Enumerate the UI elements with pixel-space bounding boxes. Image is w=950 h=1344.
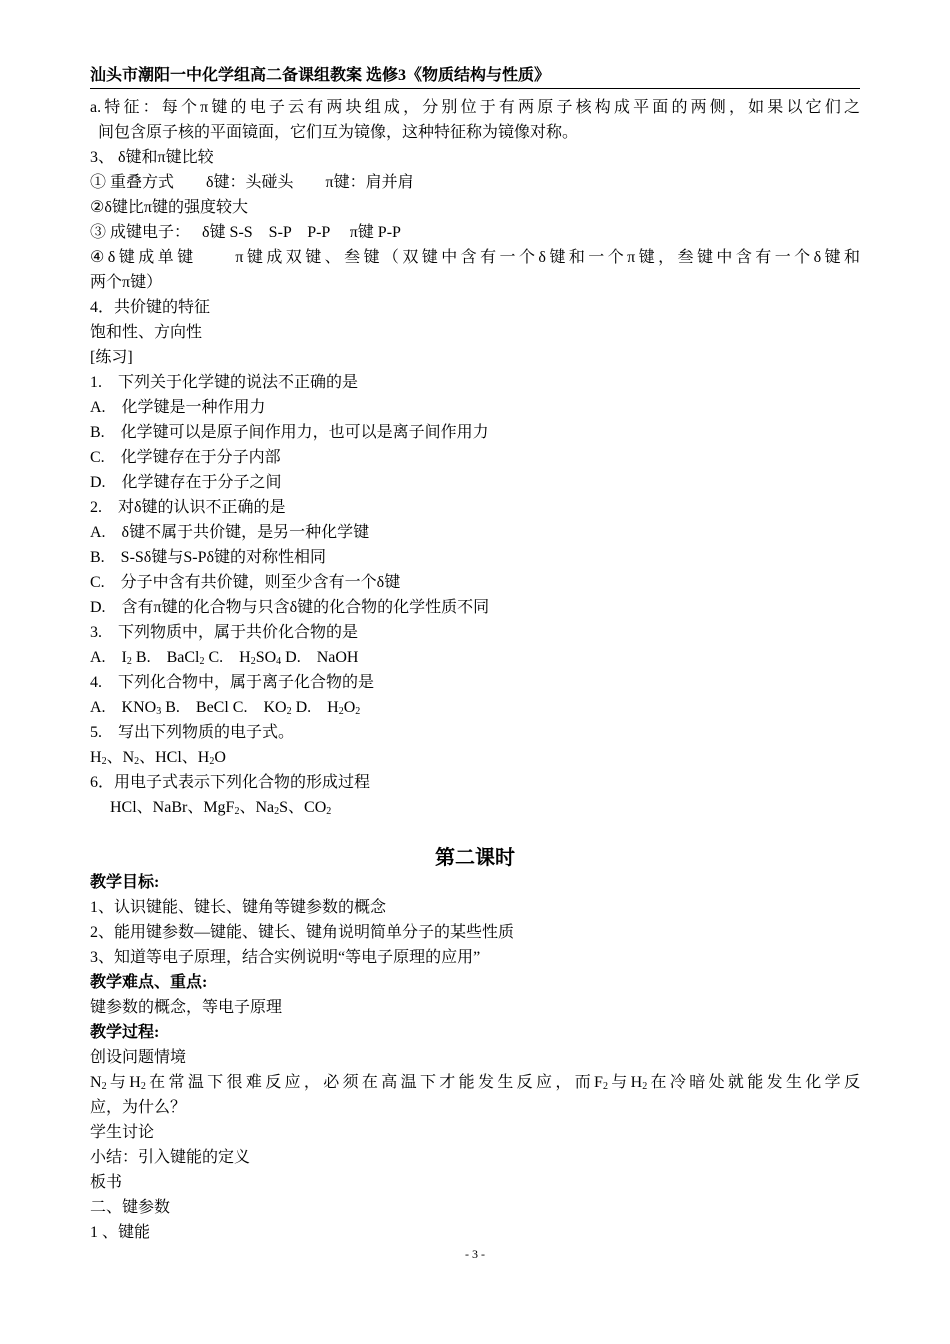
text-line: 二、键参数 <box>90 1199 171 1216</box>
option-d: D. 含有π键的化合物与只含δ键的化合物的化学性质不同 <box>90 599 490 616</box>
text-line: ②δ键比π键的强度较大 <box>90 199 248 216</box>
text-line: ④δ键成单键 π键成双键、叁键（双键中含有一个δ键和一个π键，叁键中含有一个δ键和 <box>90 249 860 266</box>
text-line: 3、 δ键和π键比较 <box>90 149 214 166</box>
page-number: - 3 - <box>465 1247 485 1261</box>
option-b: B. S-Sδ键与S-Pδ键的对称性相同 <box>90 549 327 566</box>
goal-item: 2、能用键参数—键能、键长、键角说明简单分子的某些性质 <box>90 924 515 941</box>
text-line: 创设问题情境 <box>90 1049 187 1066</box>
question-6-formulas: HCl、NaBr、MgF$_2$、$Na_2S$、$CO_2$ <box>110 799 332 817</box>
section-title: 第二课时 <box>435 847 515 869</box>
option-c: C. 分子中含有共价键，则至少含有一个δ键 <box>90 574 401 591</box>
question-5: 5. 写出下列物质的电子式。 <box>90 724 295 741</box>
text-line: 1 、键能 <box>90 1224 151 1241</box>
question-3: 3. 下列物质中，属于共价化合物的是 <box>90 624 359 641</box>
text-line: 学生讨论 <box>90 1124 155 1141</box>
text-line: 4．共价键的特征 <box>90 299 211 316</box>
goal-item: 3、知道等电子原理，结合实例说明“等电子原理的应用” <box>90 949 481 966</box>
text-line: ③ 成键电子： δ键 S-S S-P P-P π键 P-P <box>90 224 401 241</box>
question-2: 2. 对δ键的认识不正确的是 <box>90 499 286 516</box>
text-line: [练习] <box>90 349 133 366</box>
question-6: 6．用电子式表示下列化合物的形成过程 <box>90 774 371 791</box>
question-1: 1. 下列关于化学键的说法不正确的是 <box>90 374 359 391</box>
text-line: 应，为什么？ <box>90 1099 187 1116</box>
heading-key-points: 教学难点、重点: <box>90 974 208 991</box>
problem-statement: $N_2$与$H_2$在常温下很难反应，必须在高温下才能发生反应，而$F_2$与$H_2$在冷暗处就能发生化学反 <box>90 1074 860 1092</box>
option-b: B. 化学键可以是原子间作用力，也可以是离子间作用力 <box>90 424 489 441</box>
option-d: D. 化学键存在于分子之间 <box>90 474 282 491</box>
text-line: 板书 <box>90 1174 123 1191</box>
option-a: A. δ键不属于共价键，是另一种化学键 <box>90 524 370 541</box>
question-3-options: A. $I_2$ B. BaCl$_2$ C. $H_2SO_4$ D. NaOH <box>90 649 359 667</box>
text-line: a.特征：每个π键的电子云有两块组成，分别位于有两原子核构成平面的两侧，如果以它们之 <box>90 99 860 116</box>
header-rule <box>90 88 860 89</box>
option-a: A. 化学键是一种作用力 <box>90 399 266 416</box>
text-line: 间包含原子核的平面镜面，它们互为镜像，这种特征称为镜像对称。 <box>98 124 579 141</box>
text-line: 小结：引入键能的定义 <box>90 1149 251 1166</box>
page-header: 汕头市潮阳一中化学组高二备课组教案 选修3《物质结构与性质》 <box>90 67 551 84</box>
question-5-formulas: $H_2$、$N_2$、HCl、$H_2O$ <box>90 749 226 767</box>
heading-teaching-process: 教学过程: <box>90 1024 160 1041</box>
question-4: 4. 下列化合物中，属于离子化合物的是 <box>90 674 375 691</box>
text-line: 饱和性、方向性 <box>90 324 203 341</box>
heading-teaching-goals: 教学目标: <box>90 874 160 891</box>
text-line: 键参数的概念，等电子原理 <box>90 999 283 1016</box>
text-line: ① 重叠方式 δ键：头碰头 π键：肩并肩 <box>90 174 414 191</box>
text-line: 两个π键） <box>90 274 163 291</box>
goal-item: 1、认识键能、键长、键角等键参数的概念 <box>90 899 387 916</box>
question-4-options: A. $KNO_3$ B. BeCl C. $KO_2$ D. $H_2O_2$ <box>90 699 361 717</box>
option-c: C. 化学键存在于分子内部 <box>90 449 281 466</box>
